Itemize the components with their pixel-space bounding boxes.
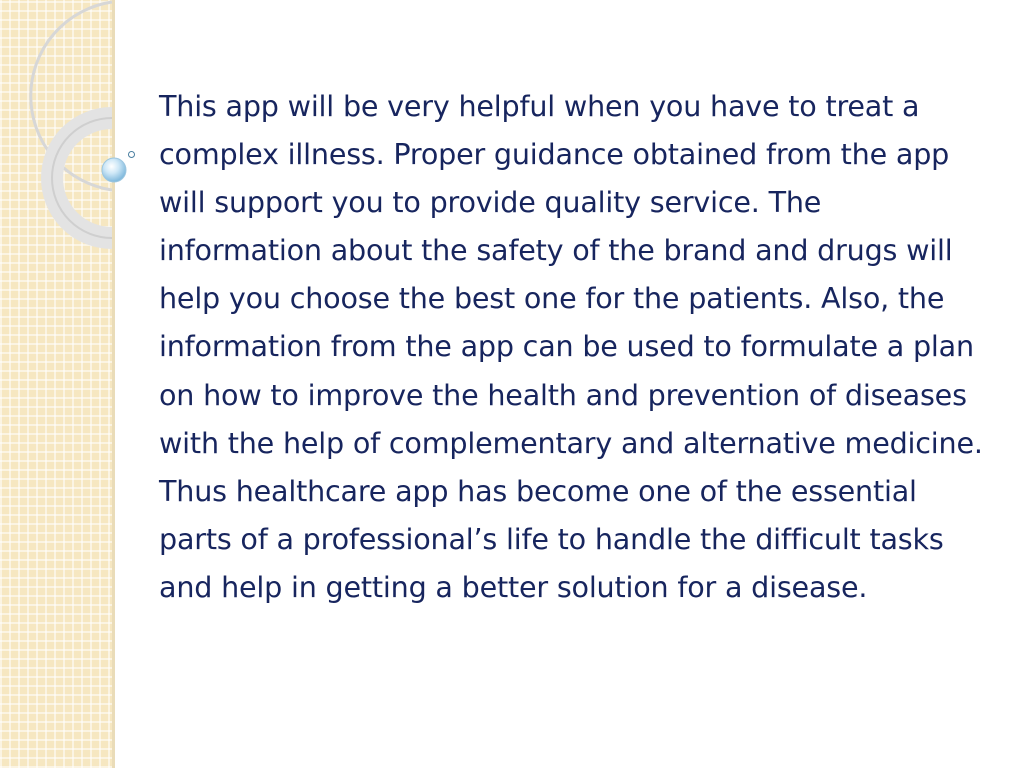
bullet-circle-icon (128, 151, 135, 158)
blue-sphere-icon (102, 158, 126, 182)
body-paragraph: This app will be very helpful when you have to treat a complex illness. Proper guidance obtained from the app will support you to provide quality service. The information about the safety of the brand and drugs will help you choose the best one for the patients. Also, the information from the app can be used to formulate a plan on how to improve the health and prevention of diseases with the help of complementary and alternative medicine. Thus healthcare app has become one of the essential parts of a professional’s life to handle the difficult tasks and help in getting a better solution for a disease. (159, 89, 983, 604)
